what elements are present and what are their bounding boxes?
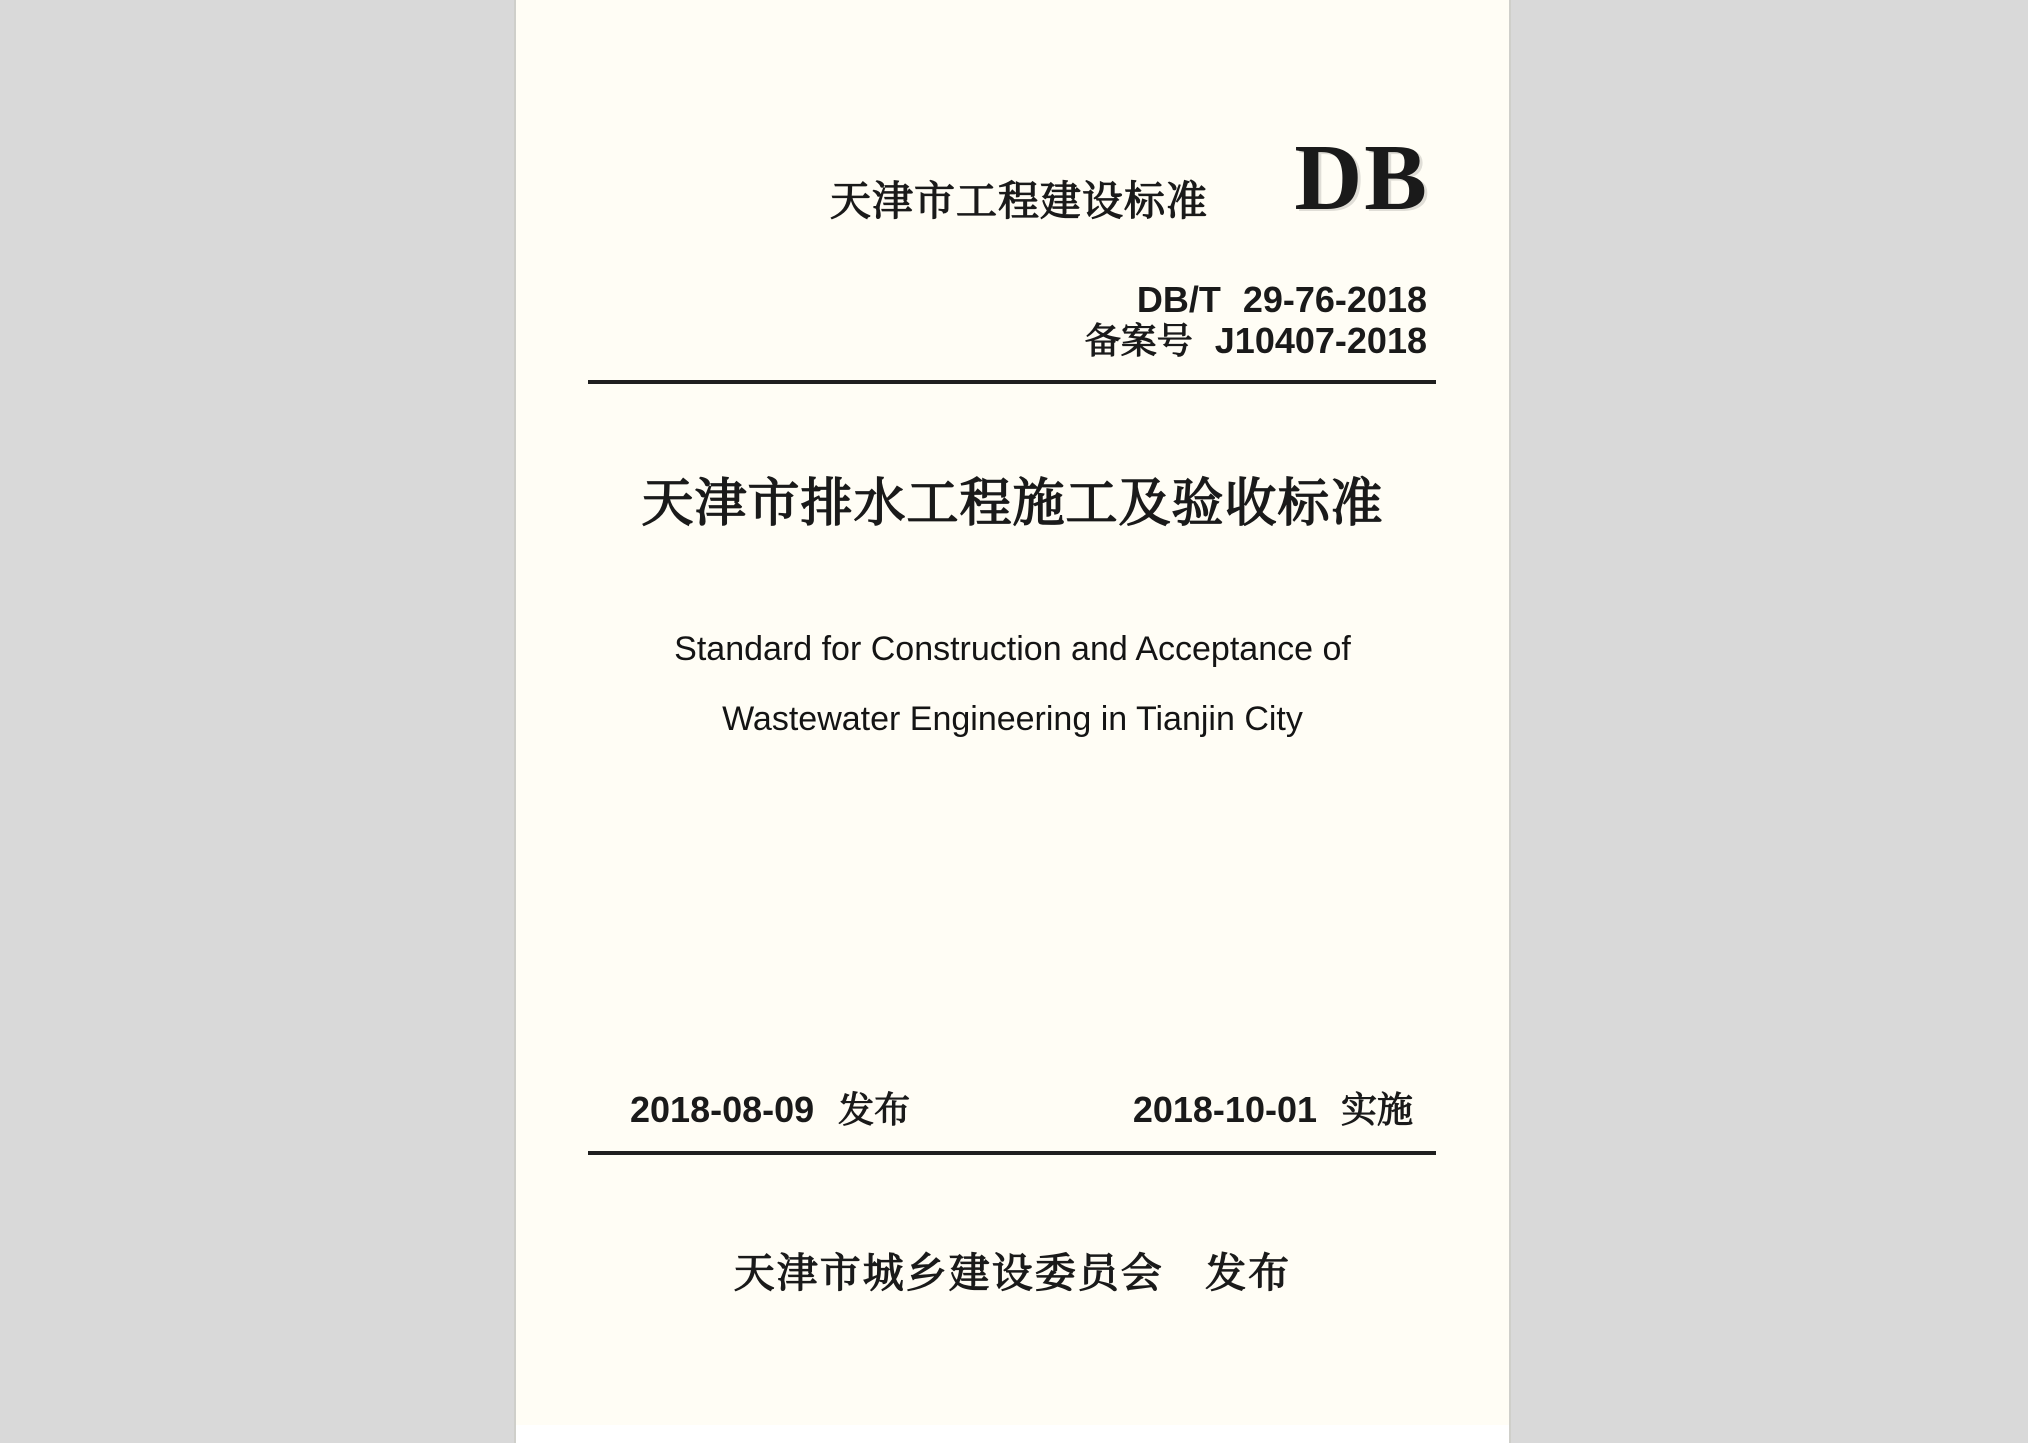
issue-date: 2018-08-09 发布 bbox=[630, 1089, 911, 1130]
publisher-line: 天津市城乡建设委员会 发布 bbox=[733, 1250, 1292, 1296]
standard-cover-page bbox=[516, 0, 1509, 1443]
document-title-chinese: 天津市排水工程施工及验收标准 bbox=[641, 475, 1384, 533]
dates-row bbox=[630, 1089, 1413, 1130]
document-title-english-line2: Wastewater Engineering in Tianjin City bbox=[722, 700, 1303, 738]
footer-divider-line bbox=[588, 1151, 1436, 1155]
db-logo: DB bbox=[1294, 126, 1429, 230]
document-title-english-line1: Standard for Construction and Acceptance of bbox=[674, 630, 1351, 668]
standard-code: DB/T 29-76-2018 bbox=[1136, 279, 1427, 320]
header-divider-line bbox=[588, 380, 1436, 384]
implementation-date: 2018-10-01 实施 bbox=[1132, 1089, 1413, 1130]
standard-number-block bbox=[1085, 279, 1427, 361]
series-label: 天津市工程建设标准 bbox=[830, 178, 1208, 224]
page-bottom-strip bbox=[516, 1425, 1509, 1443]
record-number: 备案号 J10407-2018 bbox=[1084, 320, 1427, 361]
